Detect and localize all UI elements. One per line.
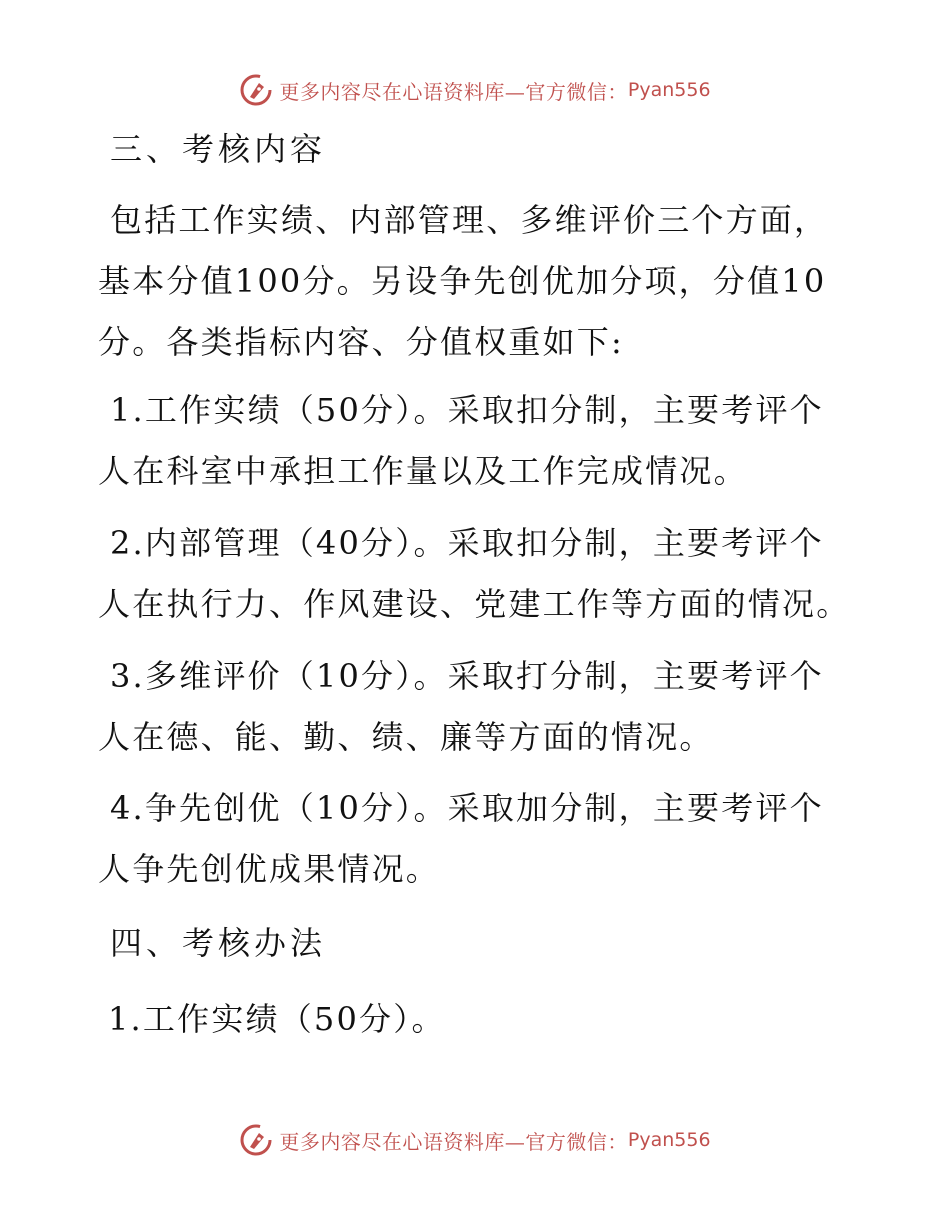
watermark-wechat-id: Pyan556 bbox=[627, 1129, 711, 1151]
watermark-text: 更多内容尽在心语资料库—官方微信： bbox=[279, 79, 628, 104]
item-2-line-1: 2.内部管理（40分）。采取扣分制，主要考评个 bbox=[110, 524, 824, 562]
section-4-heading: 四、考核办法 bbox=[110, 924, 327, 962]
intro-paragraph bbox=[98, 190, 850, 373]
watermark-footer bbox=[0, 1122, 950, 1158]
item-2-line-2: 人在执行力、作风建设、党建工作等方面的情况。 bbox=[98, 585, 851, 623]
watermark-wechat-id: Pyan556 bbox=[627, 79, 711, 101]
item-1-paragraph bbox=[98, 380, 850, 502]
item-2-paragraph bbox=[98, 513, 850, 635]
item-4-paragraph bbox=[98, 778, 850, 900]
pen-nib-circle-icon bbox=[239, 1123, 273, 1157]
pen-nib-circle-icon bbox=[239, 73, 273, 107]
item-1-line-1: 1.工作实绩（50分）。采取扣分制，主要考评个 bbox=[110, 391, 824, 429]
item-3-line-1: 3.多维评价（10分）。采取打分制，主要考评个 bbox=[110, 657, 824, 695]
intro-line-2: 基本分值100分。另设争先创优加分项，分值10 bbox=[98, 262, 827, 300]
item-1-line-2: 人在科室中承担工作量以及工作完成情况。 bbox=[98, 452, 748, 490]
section-3-heading: 三、考核内容 bbox=[110, 130, 327, 168]
intro-line-3: 分。各类指标内容、分值权重如下: bbox=[98, 323, 624, 361]
section-4-item-1: 1.工作实绩（50分）。 bbox=[108, 1000, 446, 1038]
intro-line-1: 包括工作实绩、内部管理、多维评价三个方面， bbox=[110, 201, 829, 239]
watermark-header bbox=[0, 72, 950, 108]
item-3-paragraph bbox=[98, 646, 850, 768]
item-4-line-2: 人争先创优成果情况。 bbox=[98, 850, 441, 888]
item-4-line-1: 4.争先创优（10分）。采取加分制，主要考评个 bbox=[110, 789, 824, 827]
item-3-line-2: 人在德、能、勤、绩、廉等方面的情况。 bbox=[98, 718, 714, 756]
watermark-text: 更多内容尽在心语资料库—官方微信： bbox=[279, 1129, 628, 1154]
